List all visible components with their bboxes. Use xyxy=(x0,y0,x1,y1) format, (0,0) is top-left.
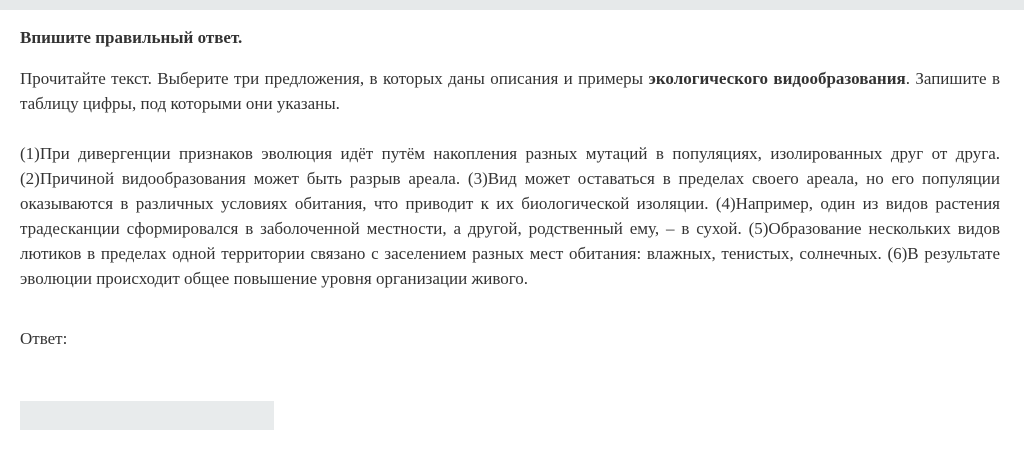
task-content xyxy=(20,27,1000,291)
answer-input[interactable] xyxy=(20,401,274,430)
instruction-emphasis: экологического видообразования xyxy=(648,69,906,88)
top-bar xyxy=(0,0,1024,10)
answer-label: Ответ: xyxy=(20,329,68,348)
task-instruction xyxy=(20,66,1000,116)
instruction-text-end: . Запишите в таблицу цифры, под которыми они указаны. xyxy=(20,69,1000,113)
task-passage: (1)При дивергенции признаков эволюция идёт путём накопления разных мутаций в популяциях, изолированных друг от друга. (2)Причиной видообразования может быть разрыв ареала. (3)Вид может оставаться в пределах своего ареала, но его популяции оказываются в различных условиях обитания, что приводит к их биологической изоляции. (4)Например, один из видов растения традесканции сформировался в заболоченной местности, а другой, родственный ему, – в сухой. (5)Образование нескольких видов лютиков в пределах одной территории связано с заселением разных мест обитания: влажных, тенистых, солнечных. (6)В результате эволюции происходит общее повышение уровня организации живого. xyxy=(20,144,1000,288)
instruction-text-start: Прочитайте текст. Выберите три предложения, в которых даны описания и примеры xyxy=(20,69,649,88)
task-title: Впишите правильный ответ. xyxy=(20,28,243,47)
